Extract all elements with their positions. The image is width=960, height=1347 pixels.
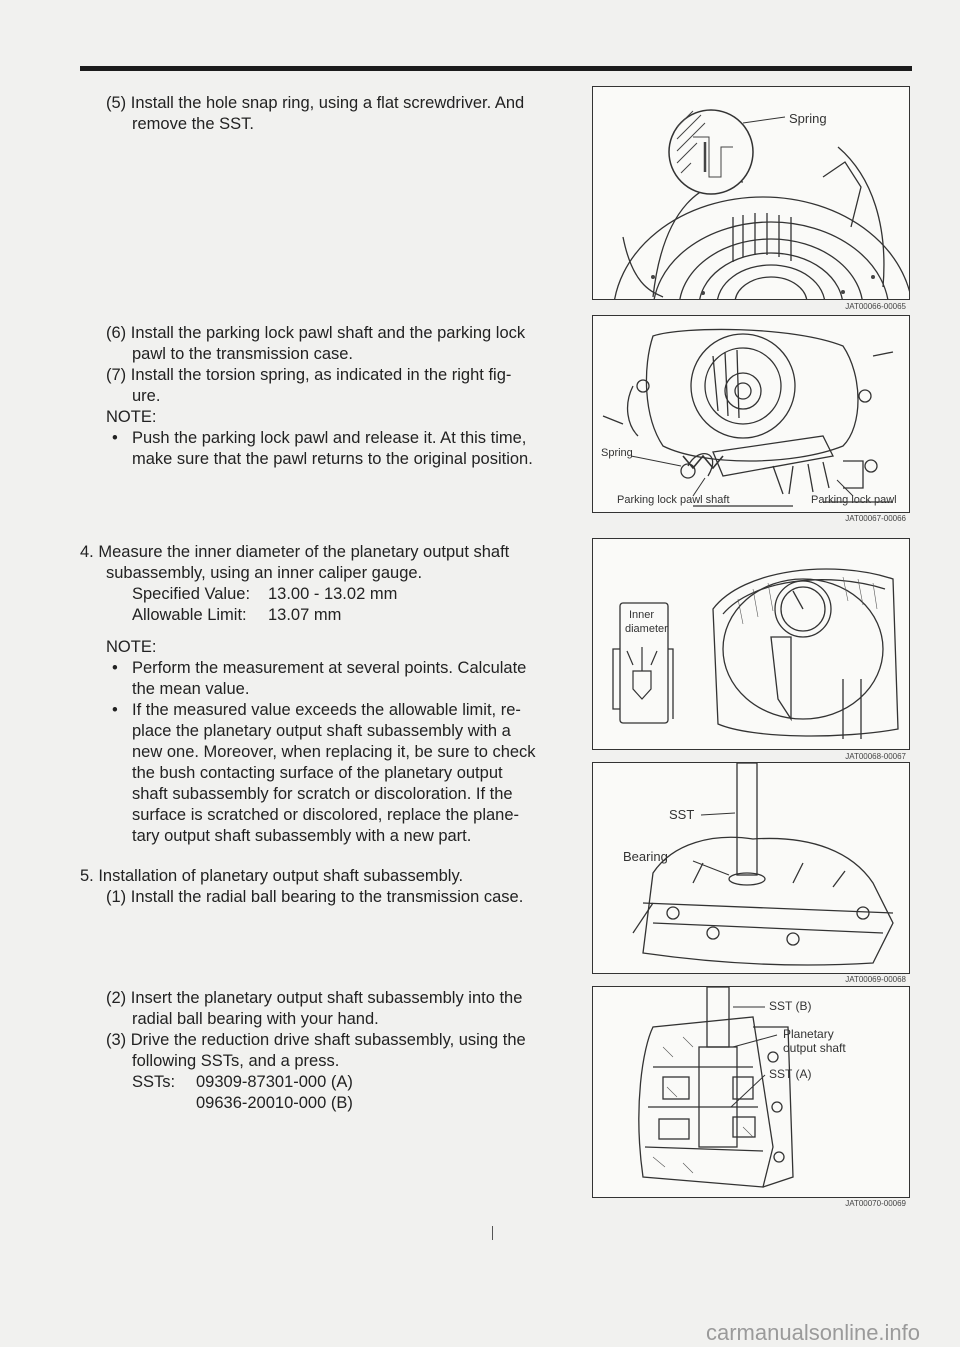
- figure-press-install-drawing: [593, 987, 909, 1197]
- figure-snap-ring-code: JAT00066-00065: [845, 302, 906, 311]
- figure-snap-ring: [592, 86, 910, 300]
- footer-watermark: carmanualsonline.info: [706, 1320, 921, 1345]
- spec-limit: 13.07 mm: [268, 606, 342, 624]
- figure-press-install-planetary-label: Planetary: [783, 1027, 834, 1041]
- figure-parking-lock-code: JAT00067-00066: [845, 514, 906, 523]
- figure-bearing-install-code: JAT00069-00068: [845, 975, 906, 984]
- install-line-1: 5. Installation of planetary output shaft subassembly.: [80, 867, 464, 885]
- figure-inner-diameter-label-2: diameter: [625, 623, 668, 635]
- note-2-bullet-2-line-1: • If the measured value exceeds the allowable limit, re-: [106, 700, 566, 721]
- figure-parking-lock-pawl-label: Parking lock pawl: [811, 494, 897, 506]
- sst-a: 09309-87301-000 (A): [196, 1073, 353, 1091]
- note-2-bullet-2-line-4: the bush contacting surface of the planetary output: [132, 764, 503, 782]
- sst-b-row: [106, 1093, 566, 1114]
- figure-snap-ring-drawing: [593, 87, 909, 299]
- figure-bearing-install-bearing-label: Bearing: [623, 849, 668, 864]
- note-2-label: NOTE:: [106, 638, 157, 656]
- spec-limit-label: Allowable Limit:: [132, 606, 247, 624]
- install-sub-2-3-text: [106, 988, 566, 1114]
- note-2-bullet-2-line-6: surface is scratched or discolored, replace the plane-: [132, 806, 520, 824]
- spec-value: 13.00 - 13.02 mm: [268, 585, 398, 603]
- install-sub-2-line-2: radial ball bearing with your hand.: [132, 1010, 379, 1028]
- step-7-line-1: (7) Install the torsion spring, as indicated in the right fig-: [106, 366, 512, 384]
- figure-parking-lock: [592, 315, 910, 513]
- figure-bearing-install-drawing: [593, 763, 909, 973]
- install-sub-3-line-2: following SSTs, and a press.: [132, 1052, 340, 1070]
- measure-step-text: [80, 542, 566, 626]
- note-2-text: [106, 637, 566, 847]
- note-2-bullet-1-line-2: the mean value.: [132, 680, 250, 698]
- ssts-row: [106, 1072, 566, 1093]
- note-bullet-line-2: make sure that the pawl returns to the original position.: [132, 450, 533, 468]
- install-step-text: [80, 866, 566, 908]
- figure-press-install-sstb-label: SST (B): [769, 999, 812, 1013]
- measure-line-1: 4. Measure the inner diameter of the planetary output shaft: [80, 543, 510, 561]
- figure-parking-lock-drawing: [593, 316, 909, 512]
- header-rule: [80, 66, 912, 71]
- note-2-bullet-2-line-5: shaft subassembly for scratch or discoloration. If the: [132, 785, 513, 803]
- step-5-line-2: remove the SST.: [132, 115, 254, 133]
- figure-parking-lock-spring-label: Spring: [601, 447, 633, 459]
- figure-inner-diameter-label-1: Inner: [629, 609, 655, 621]
- note-label: NOTE:: [106, 408, 157, 426]
- note-2-bullet-2-line-7: tary output shaft subassembly with a new part.: [132, 827, 472, 845]
- spec-value-row: [80, 584, 566, 605]
- note-2-bullet-1-line-1: • Perform the measurement at several points. Calculate: [106, 658, 566, 679]
- figure-snap-ring-spring-label: Spring: [789, 111, 827, 126]
- step-6-7-text: [106, 323, 566, 470]
- figure-inner-diameter: [592, 538, 910, 750]
- sst-b: 09636-20010-000 (B): [196, 1094, 353, 1112]
- install-sub-2-line-1: (2) Insert the planetary output shaft subassembly into the: [106, 989, 523, 1007]
- figure-bearing-install-sst-label: SST: [669, 807, 695, 822]
- figure-press-install: [592, 986, 910, 1198]
- figure-bearing-install: [592, 762, 910, 974]
- figure-inner-diameter-drawing: [593, 539, 909, 749]
- spec-limit-row: [80, 605, 566, 626]
- step-5-line-1: (5) Install the hole snap ring, using a flat screwdriver. And: [106, 94, 525, 112]
- install-sub-3-line-1: (3) Drive the reduction drive shaft subassembly, using the: [106, 1031, 526, 1049]
- note-2-bullet-2-line-2: place the planetary output shaft subassembly with a: [132, 722, 511, 740]
- figure-press-install-code: JAT00070-00069: [845, 1199, 906, 1208]
- spec-value-label: Specified Value:: [132, 585, 251, 603]
- figure-press-install-ssta-label: SST (A): [769, 1067, 812, 1081]
- step-5-text: [106, 93, 566, 135]
- note-bullet-line-1: • Push the parking lock pawl and release it. At this time,: [106, 428, 566, 449]
- figure-press-install-output-label: output shaft: [783, 1041, 846, 1055]
- figure-inner-diameter-code: JAT00068-00067: [845, 752, 906, 761]
- page-marker: [492, 1226, 493, 1240]
- install-sub-1: (1) Install the radial ball bearing to the transmission case.: [106, 888, 524, 906]
- ssts-label: SSTs:: [132, 1073, 176, 1091]
- step-6-line-2: pawl to the transmission case.: [132, 345, 354, 363]
- note-2-bullet-2-line-3: new one. Moreover, when replacing it, be sure to check: [132, 743, 536, 761]
- step-6-line-1: (6) Install the parking lock pawl shaft and the parking lock: [106, 324, 526, 342]
- measure-line-2: subassembly, using an inner caliper gauge.: [106, 564, 423, 582]
- step-7-line-2: ure.: [132, 387, 161, 405]
- figure-parking-lock-shaft-label: Parking lock pawl shaft: [617, 494, 730, 506]
